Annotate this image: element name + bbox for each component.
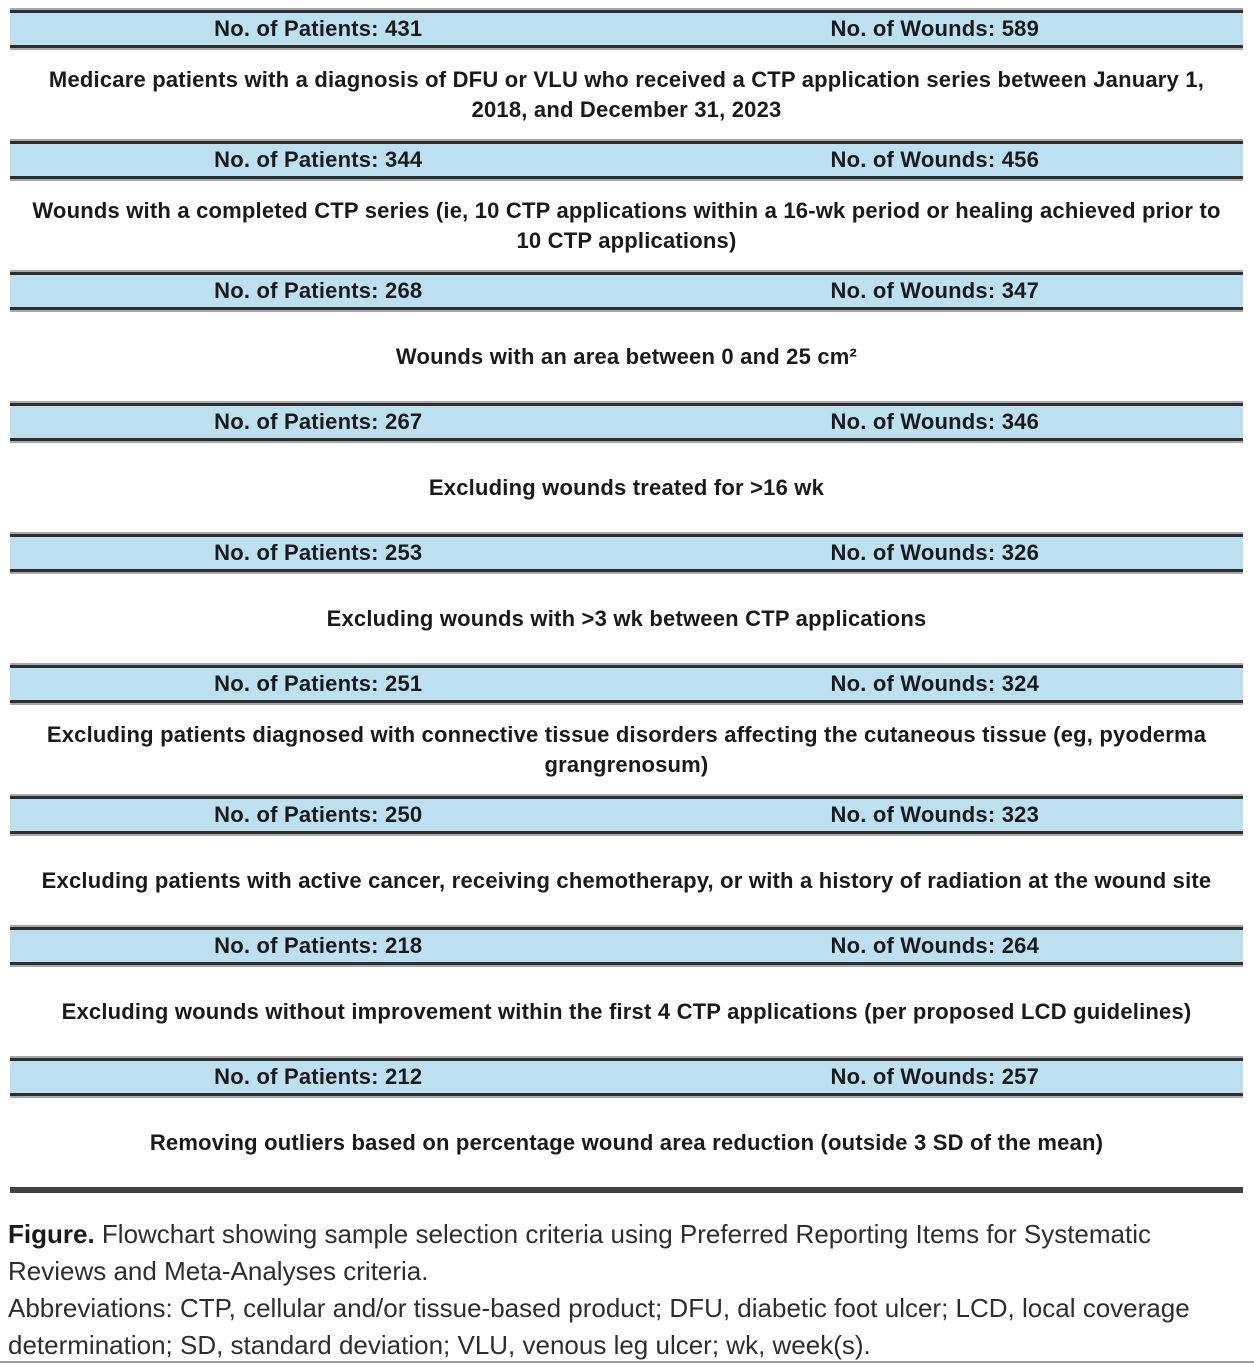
- figure-caption: [8, 1216, 1254, 1364]
- wounds-count-7: No. of Wounds: 323: [830, 802, 1040, 827]
- wounds-count-9: No. of Wounds: 257: [830, 1064, 1040, 1089]
- count-bar-3: [10, 272, 1243, 310]
- patients-count-2: No. of Patients: 344: [214, 147, 423, 172]
- wounds-count-1: No. of Wounds: 589: [830, 16, 1040, 41]
- step-description-5: Excluding wounds with >3 wk between CTP applications: [326, 605, 927, 631]
- patients-count-7: No. of Patients: 250: [214, 802, 423, 827]
- wounds-count-3: No. of Wounds: 347: [830, 278, 1040, 303]
- step-description-6: Excluding patients diagnosed with connective tissue disorders affecting the cutaneous tissue (eg, pyoderma grangrenosum): [46, 721, 1207, 777]
- patients-count-5: No. of Patients: 253: [214, 540, 423, 565]
- step-description-3: Wounds with an area between 0 and 25 cm²: [395, 343, 858, 369]
- wounds-count-5: No. of Wounds: 326: [830, 540, 1040, 565]
- count-bar-7: [10, 796, 1243, 834]
- flowchart-bottom-rule: [10, 1187, 1243, 1193]
- count-bar-9: [10, 1058, 1243, 1096]
- abbreviations-text: Abbreviations: CTP, cellular and/or tissue-based product; DFU, diabetic foot ulcer; LCD, local coverage determination; SD, standard deviation; VLU, venous leg ulcer; wk, week(s).: [8, 1293, 1190, 1360]
- wounds-count-6: No. of Wounds: 324: [830, 671, 1040, 696]
- patients-count-1: No. of Patients: 431: [214, 16, 423, 41]
- patients-count-8: No. of Patients: 218: [214, 933, 423, 958]
- wounds-count-2: No. of Wounds: 456: [830, 147, 1040, 172]
- count-bar-8: [10, 927, 1243, 965]
- patients-count-4: No. of Patients: 267: [214, 409, 423, 434]
- step-description-2: Wounds with a completed CTP series (ie, 10 CTP applications within a 16-wk period or healing achieved prior to 10 CTP applications): [32, 197, 1221, 253]
- patients-count-3: No. of Patients: 268: [214, 278, 423, 303]
- patients-count-6: No. of Patients: 251: [214, 671, 423, 696]
- page-bottom-rule: [0, 1361, 1254, 1363]
- count-bar-6: [10, 665, 1243, 703]
- figure-caption-text: Flowchart showing sample selection criteria using Preferred Reporting Items for Systematic Reviews and Meta-Analyses criteria.: [8, 1219, 1151, 1286]
- sample-selection-flowchart: [10, 8, 1243, 1193]
- patients-count-9: No. of Patients: 212: [214, 1064, 423, 1089]
- wounds-count-4: No. of Wounds: 346: [830, 409, 1040, 434]
- step-description-9: Removing outliers based on percentage wound area reduction (outside 3 SD of the mean): [149, 1129, 1104, 1155]
- figure-label: Figure.: [8, 1219, 95, 1249]
- count-bar-2: [10, 141, 1243, 179]
- wounds-count-8: No. of Wounds: 264: [830, 933, 1040, 958]
- figure-caption-main: [8, 1216, 1254, 1290]
- step-description-8: Excluding wounds without improvement within the first 4 CTP applications (per proposed LCD guidelines): [61, 998, 1192, 1024]
- count-bar-1: [10, 10, 1243, 48]
- step-description-7: Excluding patients with active cancer, receiving chemotherapy, or with a history of radiation at the wound site: [41, 867, 1212, 893]
- step-description-1: Medicare patients with a diagnosis of DFU or VLU who received a CTP application series between January 1, 2018, and December 31, 2023: [48, 66, 1205, 122]
- step-description-4: Excluding wounds treated for >16 wk: [428, 474, 825, 500]
- count-bar-4: [10, 403, 1243, 441]
- count-bar-5: [10, 534, 1243, 572]
